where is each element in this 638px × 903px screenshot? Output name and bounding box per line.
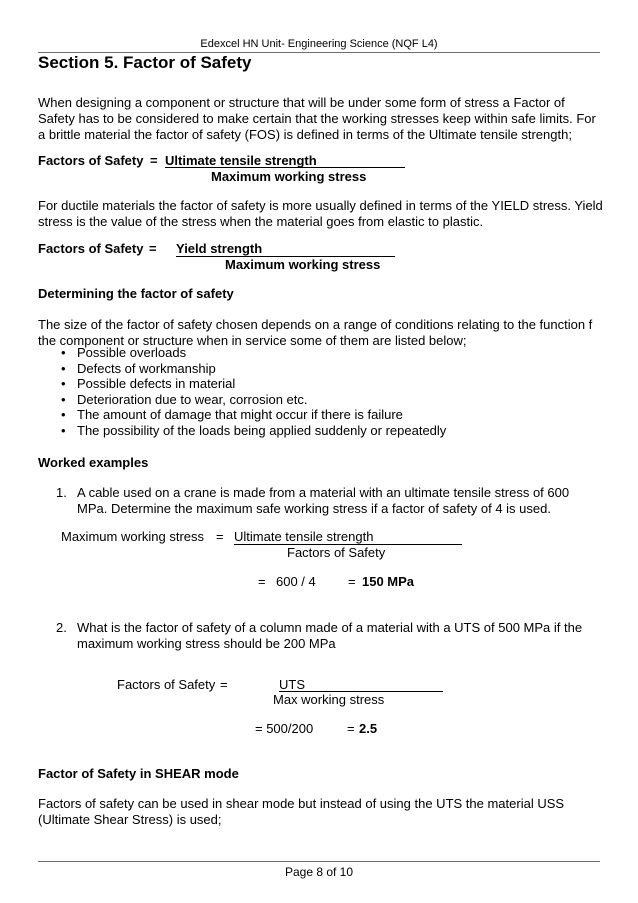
formula-ductile-numerator: Yield strength (176, 241, 263, 256)
example1-result-equals: = (348, 574, 356, 589)
footer-rule (38, 861, 600, 862)
intro-paragraph: When designing a component or structure that will be under some form of stress a Factor of Safety has to be considered to make certain that the working stresses keep within safe limits. For a brittle material the factor of safety (FOS) is defined in terms of the Ultimate tensile strength; (38, 95, 596, 142)
section-title: Section 5. Factor of Safety (38, 53, 252, 72)
shear-paragraph: Factors of safety can be used in shear mode but instead of using the UTS the material USS (Ultimate Shear Stress) is used; (38, 796, 565, 827)
example1-question: A cable used on a crane is made from a material with an ultimate tensile stress of 600 MPa. Determine the maximum safe working stress if a factor of safety of 4 is used. (77, 485, 570, 516)
page-number: Page 8 of 10 (284, 865, 354, 879)
example2-question: What is the factor of safety of a column made of a material with a UTS of 500 MPa if the maximum working stress should be 200 MPa (77, 620, 583, 651)
list-item: • Possible overloads (38, 345, 446, 361)
example2-lhs: Factors of Safety (117, 677, 216, 692)
example2-calc: = 500/200 (255, 721, 314, 736)
example2-result: 2.5 (359, 721, 378, 736)
example1-number: 1. (56, 485, 67, 500)
formula-ductile-lhs: Factors of Safety (38, 241, 144, 256)
formula-brittle-lhs: Factors of Safety (38, 153, 144, 168)
shear-heading: Factor of Safety in SHEAR mode (38, 766, 239, 781)
example1-denominator: Factors of Safety (287, 545, 386, 560)
example2-numerator: UTS (279, 677, 305, 692)
determining-heading: Determining the factor of safety (38, 286, 234, 301)
example2-denominator: Max working stress (273, 692, 385, 707)
example1-equals: = (216, 529, 224, 544)
formula-brittle-numerator: Ultimate tensile strength (165, 153, 317, 168)
list-item: • Defects of workmanship (38, 361, 446, 377)
list-item: • Possible defects in material (38, 376, 446, 392)
page-header: Edexcel HN Unit- Engineering Science (NQF L4) (200, 38, 438, 50)
example1-lhs: Maximum working stress (61, 529, 205, 544)
formula-ductile-equals: = (149, 241, 157, 256)
formula-brittle-equals: = (150, 153, 158, 168)
example2-number: 2. (56, 620, 67, 635)
example1-calc-equals: = (258, 574, 266, 589)
conditions-list (38, 345, 446, 439)
example1-result: 150 MPa (362, 574, 415, 589)
formula-ductile-denominator: Maximum working stress (225, 257, 381, 272)
formula-brittle-fraction-line (165, 167, 405, 168)
determining-paragraph: The size of the factor of safety chosen depends on a range of conditions relating to the function f the component or structure when in service some of them are listed below; (38, 317, 593, 348)
formula-brittle-denominator: Maximum working stress (211, 169, 367, 184)
example1-calc: 600 / 4 (276, 574, 316, 589)
list-item: • The possibility of the loads being applied suddenly or repeatedly (38, 423, 446, 439)
example2-result-equals: = (347, 721, 355, 736)
list-item: • Deterioration due to wear, corrosion etc. (38, 392, 446, 408)
list-item: • The amount of damage that might occur if there is failure (38, 407, 446, 423)
example1-numerator: Ultimate tensile strength (234, 529, 374, 544)
worked-examples-heading: Worked examples (38, 455, 149, 470)
ductile-paragraph: For ductile materials the factor of safety is more usually defined in terms of the YIELD stress. Yield stress is the value of the stress when the material goes from elastic to plastic. (38, 198, 603, 229)
example2-equals: = (220, 677, 228, 692)
